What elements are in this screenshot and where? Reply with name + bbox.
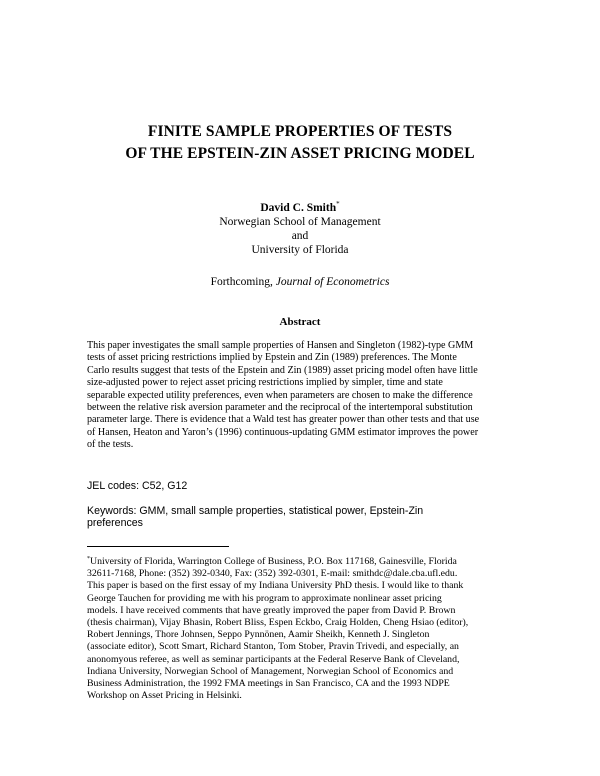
author-name: David C. Smith* (260, 200, 340, 214)
footnote-line: Workshop on Asset Pricing in Helsinki. (87, 690, 242, 702)
footnote-line: George Tauchen for providing me with his program to approximate nonlinear asset pricing (87, 592, 442, 604)
author-affiliation-2: University of Florida (251, 244, 349, 256)
abstract-line: between the relative risk aversion parameter and the reciprocal of the intertemporal substitution (87, 402, 473, 414)
publication-note (100, 276, 500, 288)
title-line-2: OF THE EPSTEIN-ZIN ASSET PRICING MODEL (125, 145, 475, 162)
abstract-body (87, 340, 517, 452)
abstract-line: size-adjusted power to reject asset pricing restrictions implied by simpler, time and state (87, 377, 443, 389)
footnote-divider (87, 546, 229, 547)
keywords-line-2: preferences (87, 516, 143, 529)
footnote-line: Business Administration, the 1992 FMA meetings in San Francisco, CA and the 1993 NDPE (87, 678, 450, 690)
footnote-line: *University of Florida, Warrington College of Business, P.O. Box 117168, Gainesville, Florida (87, 556, 457, 567)
abstract-line: tests of asset pricing restrictions implied by Epstein and Zin (1989) preferences. The Monte (87, 352, 457, 364)
keywords-line-1: Keywords: GMM, small sample properties, statistical power, Epstein-Zin (87, 505, 424, 517)
author-affiliation-1: Norwegian School of Management (219, 216, 381, 228)
footnote-line: Indiana University, Norwegian School of Management, Norwegian School of Economics and (87, 665, 454, 677)
journal-name: Journal of Econometrics (275, 276, 390, 288)
author-conjunction: and (291, 230, 309, 242)
abstract-line: separable expected utility preferences, even when parameters are chosen to make the difference (87, 389, 473, 401)
footnote-line: This paper is based on the first essay of my Indiana University PhD thesis. I would like to thank (87, 580, 464, 592)
author-footnote-mark: * (336, 200, 340, 208)
footnote-line: 32611-7168, Phone: (352) 392-0340, Fax: (352) 392-0301, E-mail: smithdc@dale.cba.ufl.edu. (87, 568, 458, 580)
footnote-line: (thesis chairman), Vijay Bhasin, Robert Bliss, Espen Eckbo, Craig Holden, Cheng Hsiao (editor), (87, 617, 469, 629)
jel-codes: JEL codes: C52, G12 (87, 480, 188, 492)
footnote-mark: * (87, 556, 90, 562)
publication-prefix: Forthcoming, (210, 276, 276, 288)
abstract-line: Carlo results suggest that tests of the Epstein and Zin (1989) asset pricing model often have little (87, 364, 478, 376)
keywords (87, 506, 507, 529)
abstract-line: parameter large. There is evidence that a Wald test has greater power than other tests and that use (87, 414, 480, 426)
abstract-heading: Abstract (279, 316, 321, 328)
abstract-line: of Hansen, Heaton and Yaron’s (1996) continuous-updating GMM estimator improves the power (87, 426, 479, 438)
footnote-line: (associate editor), Scott Smart, Richard Stanton, Tom Stober, Pravin Trivedi, and especially, an (87, 641, 459, 653)
author-block (150, 197, 450, 257)
footnote-line: anonomyous referee, as well as seminar participants at the Federal Reserve Bank of Cleveland, (87, 653, 460, 665)
footnote-line: models. I have received comments that have greatly improved the paper from David P. Brown (87, 604, 456, 616)
abstract-line: of the tests. (87, 439, 134, 451)
title-line-1: FINITE SAMPLE PROPERTIES OF TESTS (147, 123, 453, 140)
footnote (87, 553, 527, 702)
footnote-line: Robert Jennings, Thore Johnsen, Seppo Pynnönen, Aamir Sheikh, Kenneth J. Singleton (87, 629, 430, 641)
paper-title (60, 121, 540, 165)
abstract-line: This paper investigates the small sample properties of Hansen and Singleton (1982)-type GMM (87, 340, 474, 351)
